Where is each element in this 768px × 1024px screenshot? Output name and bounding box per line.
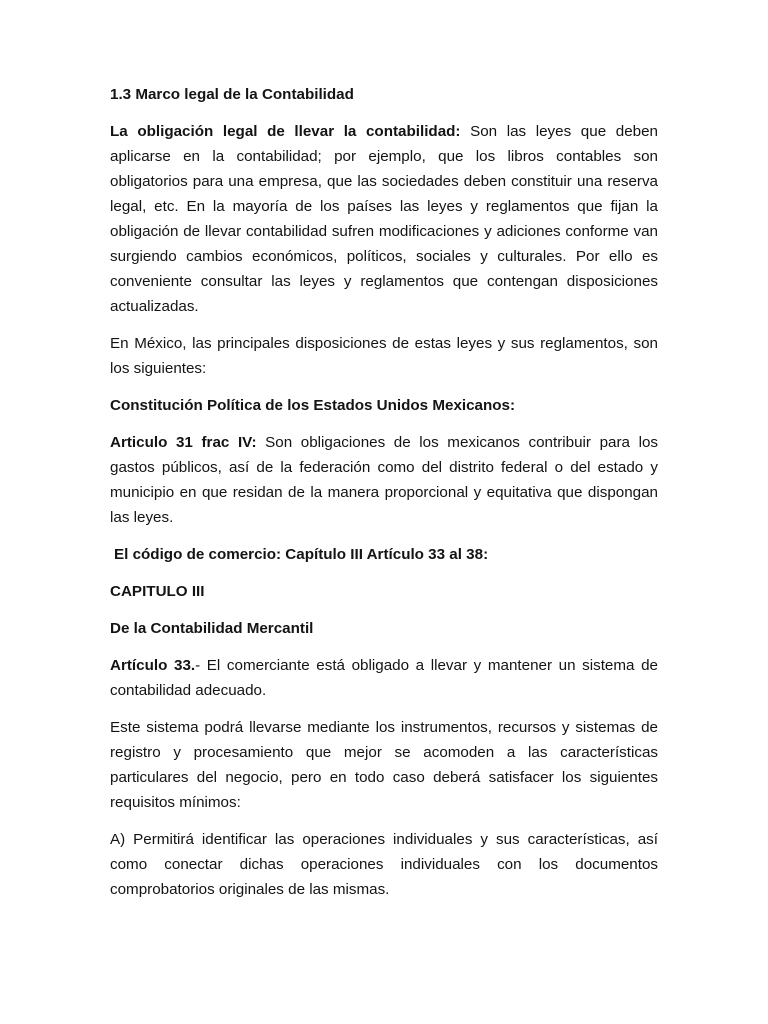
heading-codigo-comercio: El código de comercio: Capítulo III Artículo 33 al 38:	[114, 546, 489, 563]
paragraph-obligacion-legal	[110, 119, 658, 319]
paragraph-articulo-33	[110, 653, 658, 703]
paragraph-requisito-a: A) Permitirá identificar las operaciones individuales y sus características, así como conectar dichas operaciones individuales con los documentos comprobatorios originales de las mismas.	[110, 831, 658, 898]
document-page	[110, 82, 658, 914]
paragraph-text: - El comerciante está obligado a llevar y mantener un sistema de contabilidad adecuado.	[110, 657, 658, 699]
heading-constitucion: Constitución Política de los Estados Unidos Mexicanos:	[110, 397, 516, 414]
paragraph-lead: Articulo 31 frac IV:	[110, 434, 257, 451]
heading-capitulo: CAPITULO III	[110, 583, 205, 600]
paragraph-mexico: En México, las principales disposiciones de estas leyes y sus reglamentos, son los siguientes:	[110, 335, 658, 377]
paragraph-lead: La obligación legal de llevar la contabilidad:	[110, 123, 461, 140]
paragraph-sistema: Este sistema podrá llevarse mediante los instrumentos, recursos y sistemas de registro y procesamiento que mejor se acomoden a las características particulares del negocio, pero en todo caso deberá satisfacer los siguientes requisitos mínimos:	[110, 719, 658, 811]
paragraph-articulo-31	[110, 430, 658, 530]
paragraph-text: Son las leyes que deben aplicarse en la contabilidad; por ejemplo, que los libros contables son obligatorios para una empresa, que las sociedades deben constituir una reserva legal, etc. En la mayoría de los países las leyes y reglamentos que fijan la obligación de llevar contabilidad sufren modificaciones y adiciones conforme van surgiendo cambios económicos, políticos, sociales y culturales. Por ello es conveniente consultar las leyes y reglamentos que contengan disposiciones actualizadas.	[110, 123, 658, 315]
section-title: 1.3 Marco legal de la Contabilidad	[110, 86, 354, 103]
heading-contabilidad-mercantil: De la Contabilidad Mercantil	[110, 620, 314, 637]
paragraph-text: Son obligaciones de los mexicanos contribuir para los gastos públicos, así de la federación como del distrito federal o del estado y municipio en que residan de la manera proporcional y equitativa que dispongan las leyes.	[110, 434, 658, 526]
paragraph-lead: Artículo 33.	[110, 657, 196, 674]
